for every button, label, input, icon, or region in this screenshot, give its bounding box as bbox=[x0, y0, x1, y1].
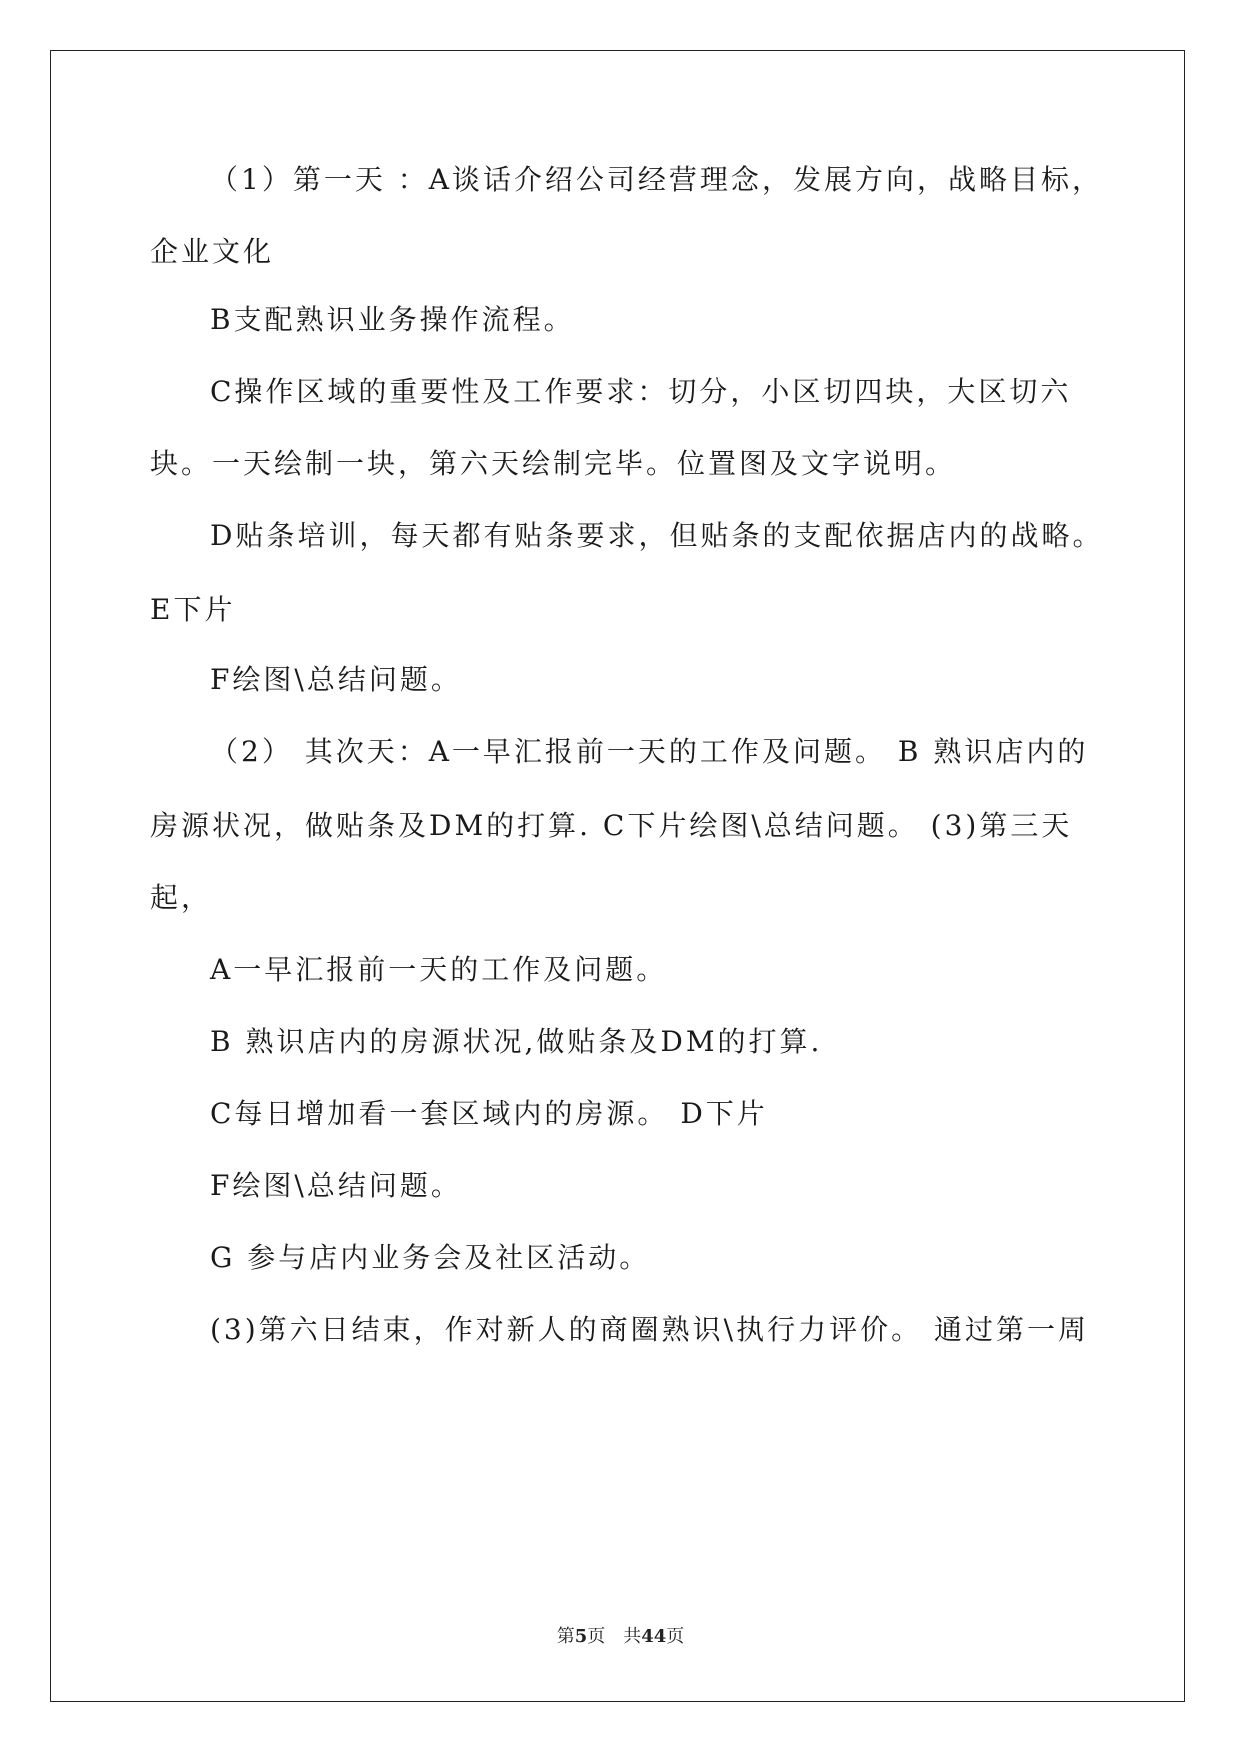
paragraph-line: F绘图\总结问题。 bbox=[210, 1169, 462, 1202]
paragraph-line: (3)第六日结束，作对新人的商圈熟识\执行力评价。 通过第一周 bbox=[210, 1313, 1089, 1346]
paragraph-line: C操作区域的重要性及工作要求：切分，小区切四块，大区切六 bbox=[210, 375, 1072, 408]
page-border bbox=[50, 50, 1185, 1702]
page-footer bbox=[0, 1622, 1241, 1648]
paragraph-line: A一早汇报前一天的工作及问题。 bbox=[210, 953, 668, 986]
paragraph-line: G 参与店内业务会及社区活动。 bbox=[210, 1241, 651, 1274]
paragraph-line: 房源状况，做贴条及DM的打算. C下片绘图\总结问题。 (3)第三天 bbox=[150, 809, 1073, 842]
paragraph-line: （1）第一天 ：A谈话介绍公司经营理念，发展方向，战略目标， bbox=[210, 163, 1103, 196]
total-page-count: 44 bbox=[641, 1626, 667, 1647]
paragraph-line: D贴条培训，每天都有贴条要求，但贴条的支配依据店内的战略。 bbox=[210, 519, 1104, 552]
paragraph-line: B支配熟识业务操作流程。 bbox=[210, 303, 575, 336]
current-page-number: 5 bbox=[574, 1626, 588, 1647]
footer-suffix: 页 bbox=[666, 1626, 685, 1647]
paragraph-line: B 熟识店内的房源状况,做贴条及DM的打算. bbox=[210, 1025, 823, 1058]
paragraph-line: F绘图\总结问题。 bbox=[210, 663, 462, 696]
paragraph-line: 企业文化 bbox=[150, 235, 275, 268]
footer-middle: 页 共 bbox=[587, 1626, 642, 1647]
footer-prefix: 第 bbox=[556, 1626, 575, 1647]
paragraph-line: 起， bbox=[150, 881, 213, 914]
paragraph-line: E下片 bbox=[150, 593, 236, 626]
paragraph-line: （2） 其次天：A一早汇报前一天的工作及问题。 B 熟识店内的 bbox=[210, 735, 1089, 768]
paragraph-line: 块。一天绘制一块，第六天绘制完毕。位置图及文字说明。 bbox=[150, 447, 957, 480]
paragraph-line: C每日增加看一套区域内的房源。 D下片 bbox=[210, 1097, 768, 1130]
